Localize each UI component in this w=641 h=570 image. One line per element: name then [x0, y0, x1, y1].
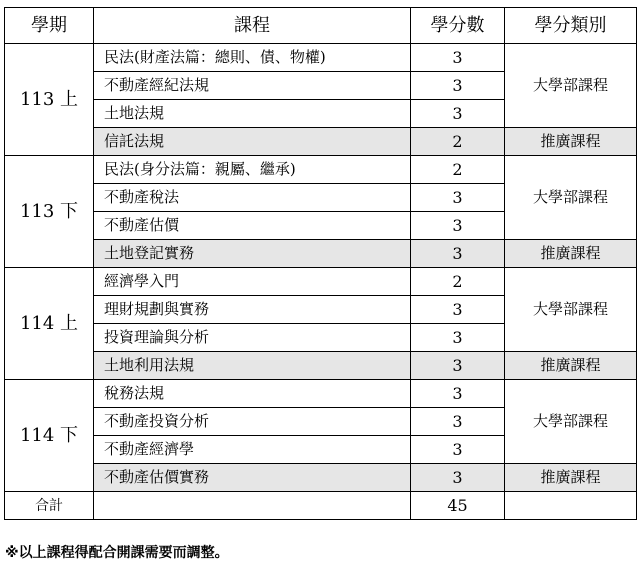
credits-cell: 3: [411, 240, 505, 268]
course-cell: 土地法規: [94, 100, 411, 128]
course-cell: 不動產經濟學: [94, 436, 411, 464]
header-credits: 學分數: [411, 8, 505, 44]
credits-cell: 3: [411, 44, 505, 72]
table-row: [5, 44, 637, 72]
table-row-promo: [5, 240, 637, 268]
course-cell: 信託法規: [94, 128, 411, 156]
term-cell: 113 下: [5, 156, 94, 268]
category-cell: 推廣課程: [505, 128, 637, 156]
total-credits: 45: [411, 492, 505, 520]
course-cell: 稅務法規: [94, 380, 411, 408]
course-cell: 土地登記實務: [94, 240, 411, 268]
category-cell: 大學部課程: [505, 380, 637, 464]
credits-cell: 2: [411, 156, 505, 184]
table-row-promo: [5, 352, 637, 380]
course-cell: 不動產估價實務: [94, 464, 411, 492]
table-row: [5, 268, 637, 296]
credits-cell: 3: [411, 436, 505, 464]
table-row-promo: [5, 464, 637, 492]
credits-cell: 3: [411, 324, 505, 352]
course-cell: 民法(身分法篇：親屬、繼承): [94, 156, 411, 184]
header-row: [5, 8, 637, 44]
category-cell: 推廣課程: [505, 464, 637, 492]
course-cell: 理財規劃與實務: [94, 296, 411, 324]
course-cell: 不動產估價: [94, 212, 411, 240]
total-row: [5, 492, 637, 520]
credits-cell: 3: [411, 380, 505, 408]
category-cell: 大學部課程: [505, 44, 637, 128]
category-cell: 推廣課程: [505, 352, 637, 380]
category-cell: 大學部課程: [505, 268, 637, 352]
credits-cell: 3: [411, 100, 505, 128]
course-cell: 不動產稅法: [94, 184, 411, 212]
table-row-promo: [5, 128, 637, 156]
credits-cell: 3: [411, 212, 505, 240]
course-cell: 投資理論與分析: [94, 324, 411, 352]
term-cell: 113 上: [5, 44, 94, 156]
course-cell: 土地利用法規: [94, 352, 411, 380]
footnote: ※以上課程得配合開課需要而調整。: [5, 545, 229, 561]
course-cell: 民法(財產法篇：總則、債、物權): [94, 44, 411, 72]
course-table: [4, 7, 637, 520]
course-cell: 不動產投資分析: [94, 408, 411, 436]
header-course: 課程: [94, 8, 411, 44]
total-course-empty: [94, 492, 411, 520]
header-category: 學分類別: [505, 8, 637, 44]
course-cell: 不動產經紀法規: [94, 72, 411, 100]
total-label: 合計: [5, 492, 94, 520]
credits-cell: 2: [411, 268, 505, 296]
course-cell: 經濟學入門: [94, 268, 411, 296]
category-cell: 大學部課程: [505, 156, 637, 240]
category-cell: 推廣課程: [505, 240, 637, 268]
term-cell: 114 上: [5, 268, 94, 380]
credits-cell: 3: [411, 408, 505, 436]
header-term: 學期: [5, 8, 94, 44]
term-cell: 114 下: [5, 380, 94, 492]
credits-cell: 3: [411, 352, 505, 380]
credits-cell: 3: [411, 464, 505, 492]
credits-cell: 2: [411, 128, 505, 156]
table-row: [5, 380, 637, 408]
total-category-empty: [505, 492, 637, 520]
credits-cell: 3: [411, 184, 505, 212]
table-row: [5, 156, 637, 184]
credits-cell: 3: [411, 72, 505, 100]
credits-cell: 3: [411, 296, 505, 324]
